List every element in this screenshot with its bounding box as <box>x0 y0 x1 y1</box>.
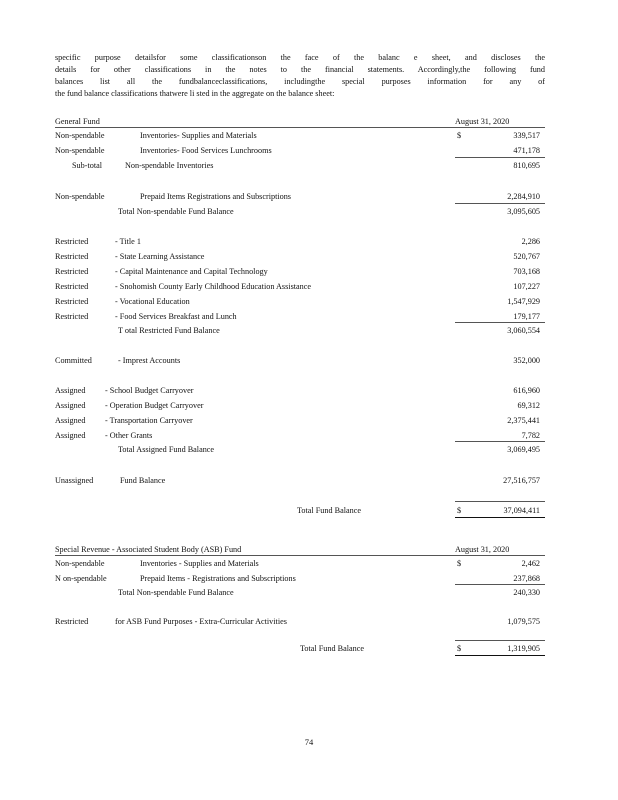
asb-total-value: 1,319,905 <box>507 644 540 653</box>
general-row-value: 2,286 <box>521 237 540 246</box>
general-row-description: Fund Balance <box>120 476 166 485</box>
general-total-currency: $ <box>457 506 462 515</box>
general-row-description: - School Budget Carryover <box>105 386 194 395</box>
general-row-value: 471,178 <box>513 146 540 155</box>
general-row-description: Inventories- Food Services Lunchrooms <box>140 146 272 155</box>
general-row-description: - Other Grants <box>105 431 153 440</box>
general-row-value: 2,284,910 <box>507 192 540 201</box>
general-row-value: 3,069,495 <box>507 445 540 454</box>
general-row-category: Assigned <box>55 401 86 410</box>
general-currency: $ <box>457 131 462 140</box>
general-row-description: Total Assigned Fund Balance <box>118 445 215 454</box>
asb-total-label: Total Fund Balance <box>300 644 364 653</box>
general-row-category: Restricted <box>55 237 89 246</box>
subtotal-rule <box>455 203 545 204</box>
asb-row-category: Non-spendable <box>55 559 105 568</box>
subtotal-rule <box>455 584 545 585</box>
asb-row-value: 1,079,575 <box>507 617 540 626</box>
general-total-label: Total Fund Balance <box>297 506 361 515</box>
general-total-value: 37,094,411 <box>503 506 540 515</box>
asb-row-value: 237,868 <box>513 574 540 583</box>
general-row-category: Assigned <box>55 416 86 425</box>
asb-row-description: Inventories - Supplies and Materials <box>140 559 259 568</box>
intro-line-1: specific purpose detailsfor some classificationson the face of the balanc e sheet, and discloses the <box>55 53 545 62</box>
general-row-description: - Imprest Accounts <box>118 356 181 365</box>
subtotal-rule <box>455 157 545 158</box>
intro-line-3: balances list all the fundbalanceclassifications, includingthe special purposes information for any of <box>55 77 545 86</box>
total-bottom-rule <box>455 517 545 518</box>
general-row-description: - Operation Budget Carryover <box>105 401 204 410</box>
general-row-category: Restricted <box>55 252 89 261</box>
general-row-value: 69,312 <box>517 401 540 410</box>
asb-row-description: for ASB Fund Purposes - Extra-Curricular Activities <box>115 617 287 626</box>
total-top-rule <box>455 501 545 502</box>
general-row-value: 703,168 <box>513 267 540 276</box>
general-row-category: Non-spendable <box>55 131 105 140</box>
general-row-category: Restricted <box>55 282 89 291</box>
general-row-category: Non-spendable <box>55 146 105 155</box>
asb-row-category: Restricted <box>55 617 89 626</box>
general-row-value: 810,695 <box>513 161 540 170</box>
general-row-category: Committed <box>55 356 92 365</box>
subtotal-rule <box>455 322 545 323</box>
asb-row-value: 240,330 <box>513 588 540 597</box>
general-row-category: Restricted <box>55 297 89 306</box>
general-row-category: Unassigned <box>55 476 94 485</box>
general-row-description: Total Non-spendable Fund Balance <box>118 207 234 216</box>
asb-row-category: N on-spendable <box>55 574 107 583</box>
page-number: 74 <box>304 737 314 747</box>
general-row-category: Restricted <box>55 267 89 276</box>
intro-line-4: the fund balance classifications thatwere li sted in the aggregate on the balance sheet: <box>55 89 335 98</box>
general-row-value: 3,095,605 <box>507 207 540 216</box>
general-row-description: - Food Services Breakfast and Lunch <box>115 312 237 321</box>
general-row-category: Restricted <box>55 312 89 321</box>
general-row-value: 179,177 <box>513 312 540 321</box>
subtotal-rule <box>455 441 545 442</box>
general-row-description: - Snohomish County Early Childhood Education Assistance <box>115 282 312 291</box>
general-row-value: 2,375,441 <box>507 416 540 425</box>
total-top-rule <box>455 640 545 641</box>
asb-date-header: August 31, 2020 <box>455 545 510 554</box>
general-row-value: 107,227 <box>513 282 540 291</box>
intro-line-2: details for other classifications in the notes to the financial statements. Accordingly,the following fund <box>55 65 545 74</box>
asb-currency: $ <box>457 559 462 568</box>
general-row-value: 3,060,554 <box>507 326 540 335</box>
asb-total-currency: $ <box>457 644 462 653</box>
general-row-value: 1,547,929 <box>507 297 540 306</box>
general-row-description: - Capital Maintenance and Capital Technology <box>115 267 268 276</box>
general-row-value: 339,517 <box>513 131 540 140</box>
asb-row-description: Prepaid Items - Registrations and Subscriptions <box>140 574 296 583</box>
general-row-value: 520,767 <box>513 252 540 261</box>
general-row-description: Non-spendable Inventories <box>125 161 214 170</box>
general-row-value: 7,782 <box>521 431 540 440</box>
general-header-rule <box>55 127 545 128</box>
general-row-description: - Title 1 <box>115 237 141 246</box>
general-row-description: - Transportation Carryover <box>105 416 193 425</box>
general-row-description: - Vocational Education <box>115 297 190 306</box>
general-fund-header: General Fund <box>55 117 100 126</box>
general-row-description: Inventories- Supplies and Materials <box>140 131 257 140</box>
asb-row-value: 2,462 <box>521 559 540 568</box>
general-row-value: 616,960 <box>513 386 540 395</box>
general-row-category: Assigned <box>55 431 86 440</box>
general-row-description: Prepaid Items Registrations and Subscriptions <box>140 192 291 201</box>
general-row-category: Non-spendable <box>55 192 105 201</box>
general-row-description: T otal Restricted Fund Balance <box>118 326 220 335</box>
general-row-description: - State Learning Assistance <box>115 252 205 261</box>
asb-fund-header: Special Revenue - Associated Student Body (ASB) Fund <box>55 545 242 554</box>
asb-header-rule <box>55 555 545 556</box>
general-date-header: August 31, 2020 <box>455 117 510 126</box>
general-row-category: Sub-total <box>72 161 103 170</box>
general-row-value: 352,000 <box>513 356 540 365</box>
general-row-value: 27,516,757 <box>503 476 540 485</box>
general-row-category: Assigned <box>55 386 86 395</box>
asb-row-description: Total Non-spendable Fund Balance <box>118 588 234 597</box>
total-bottom-rule <box>455 655 545 656</box>
